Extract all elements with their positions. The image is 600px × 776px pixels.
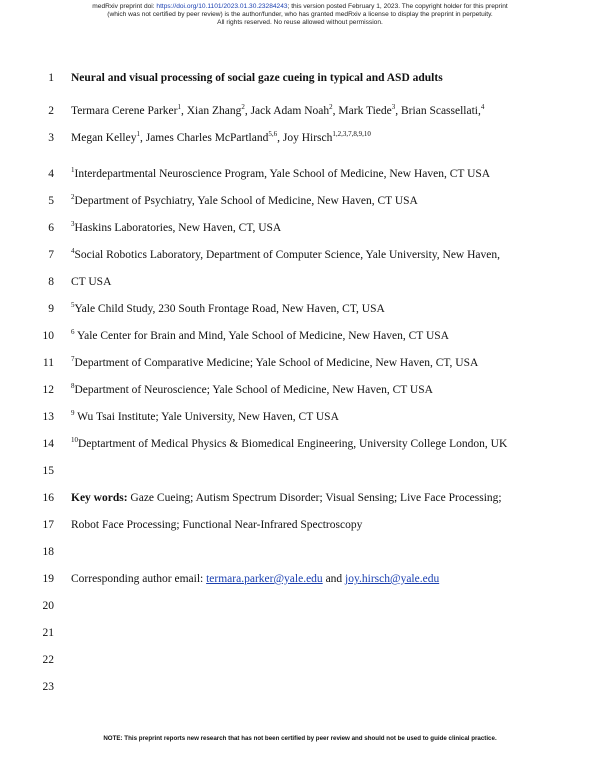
line-number: 3 xyxy=(48,132,54,144)
affiliation-6: $^6$ Yale Center for Brain and Mind, Yale School of Medicine, New Haven, CT USA xyxy=(71,328,449,342)
line-number: 7 xyxy=(48,249,54,261)
affiliation-4: $^4$Social Robotics Laboratory, Department of Computer Science, Yale University, New Haven, xyxy=(71,247,500,261)
line-number: 2 xyxy=(48,105,54,117)
author-list-line-1: Termara Cerene Parker$^1$, Xian Zhang$^2$, Jack Adam Noah$^2$, Mark Tiede$^3$, Brian Scassellati,$^4$ xyxy=(71,103,485,117)
affiliation-5: $^5$Yale Child Study, 230 South Frontage Road, New Haven, CT, USA xyxy=(71,301,385,315)
affiliation-4-cont: CT USA xyxy=(71,276,112,288)
affiliation-7: $^7$Department of Comparative Medicine; Yale School of Medicine, New Haven, CT, USA xyxy=(71,355,479,369)
line-number: 18 xyxy=(42,546,54,558)
corresponding-author: Corresponding author email: termara.parker@yale.edu and joy.hirsch@yale.edu xyxy=(71,573,440,585)
line-number: 9 xyxy=(48,303,54,315)
affiliation-2: $^2$Department of Psychiatry, Yale School of Medicine, New Haven, CT USA xyxy=(71,193,418,207)
affiliation-1: $^1$Interdepartmental Neuroscience Program, Yale School of Medicine, New Haven, CT USA xyxy=(71,166,491,180)
preprint-footer-note: NOTE: This preprint reports new research that has not been certified by peer review and should not be used to guide clinical practice. xyxy=(103,735,497,742)
line-number: 14 xyxy=(42,438,54,450)
line-number: 21 xyxy=(42,627,54,639)
line-number: 8 xyxy=(48,276,54,288)
author-list-line-2: Megan Kelley$^1$, James Charles McPartland$^{5,6}$, Joy Hirsch$^{1,2,3,7,8,9,10}$ xyxy=(71,130,371,144)
line-number: 19 xyxy=(42,573,54,585)
line-number: 16 xyxy=(42,492,54,504)
paper-title: Neural and visual processing of social gaze cueing in typical and ASD adults xyxy=(71,72,443,84)
line-number: 12 xyxy=(42,384,54,396)
line-number: 20 xyxy=(42,600,54,612)
affiliation-9: $^9$ Wu Tsai Institute; Yale University, New Haven, CT USA xyxy=(71,409,339,423)
affiliation-3: $^3$Haskins Laboratories, New Haven, CT, USA xyxy=(71,220,282,234)
header-line-3: All rights reserved. No reuse allowed without permission. xyxy=(217,19,383,26)
line-number: 17 xyxy=(42,519,54,531)
affiliation-10: $^{10}$Deptartment of Medical Physics & Biomedical Engineering, University College London, UK xyxy=(71,436,508,450)
email-link-hirsch[interactable]: joy.hirsch@yale.edu xyxy=(345,573,440,585)
line-number: 10 xyxy=(42,330,54,342)
keywords-line-2: Robot Face Processing; Functional Near-Infrared Spectroscopy xyxy=(71,519,363,531)
preprint-header xyxy=(0,3,600,27)
line-number: 1 xyxy=(48,72,54,84)
header-line-1: medRxiv preprint doi: https://doi.org/10.1101/2023.01.30.23284243; this version posted February 1, 2023. The copyright holder for this preprint xyxy=(92,3,508,10)
line-number: 15 xyxy=(42,465,54,477)
doi-link[interactable]: https://doi.org/10.1101/2023.01.30.23284243 xyxy=(156,3,288,10)
line-number: 6 xyxy=(48,222,54,234)
header-line-2: (which was not certified by peer review) is the author/funder, who has granted medRxiv a license to display the preprint in perpetuity. xyxy=(107,11,493,18)
line-number: 11 xyxy=(42,357,54,369)
affiliation-8: $^8$Department of Neuroscience; Yale School of Medicine, New Haven, CT USA xyxy=(71,382,433,396)
line-number: 13 xyxy=(42,411,54,423)
email-link-parker[interactable]: termara.parker@yale.edu xyxy=(206,573,323,585)
line-number: 23 xyxy=(42,681,54,693)
keywords-label: Key words: xyxy=(71,492,128,504)
keywords-line-1: Key words: Gaze Cueing; Autism Spectrum Disorder; Visual Sensing; Live Face Processing; xyxy=(71,492,502,504)
line-number: 5 xyxy=(48,195,54,207)
line-number: 4 xyxy=(48,168,54,180)
line-number: 22 xyxy=(42,654,54,666)
